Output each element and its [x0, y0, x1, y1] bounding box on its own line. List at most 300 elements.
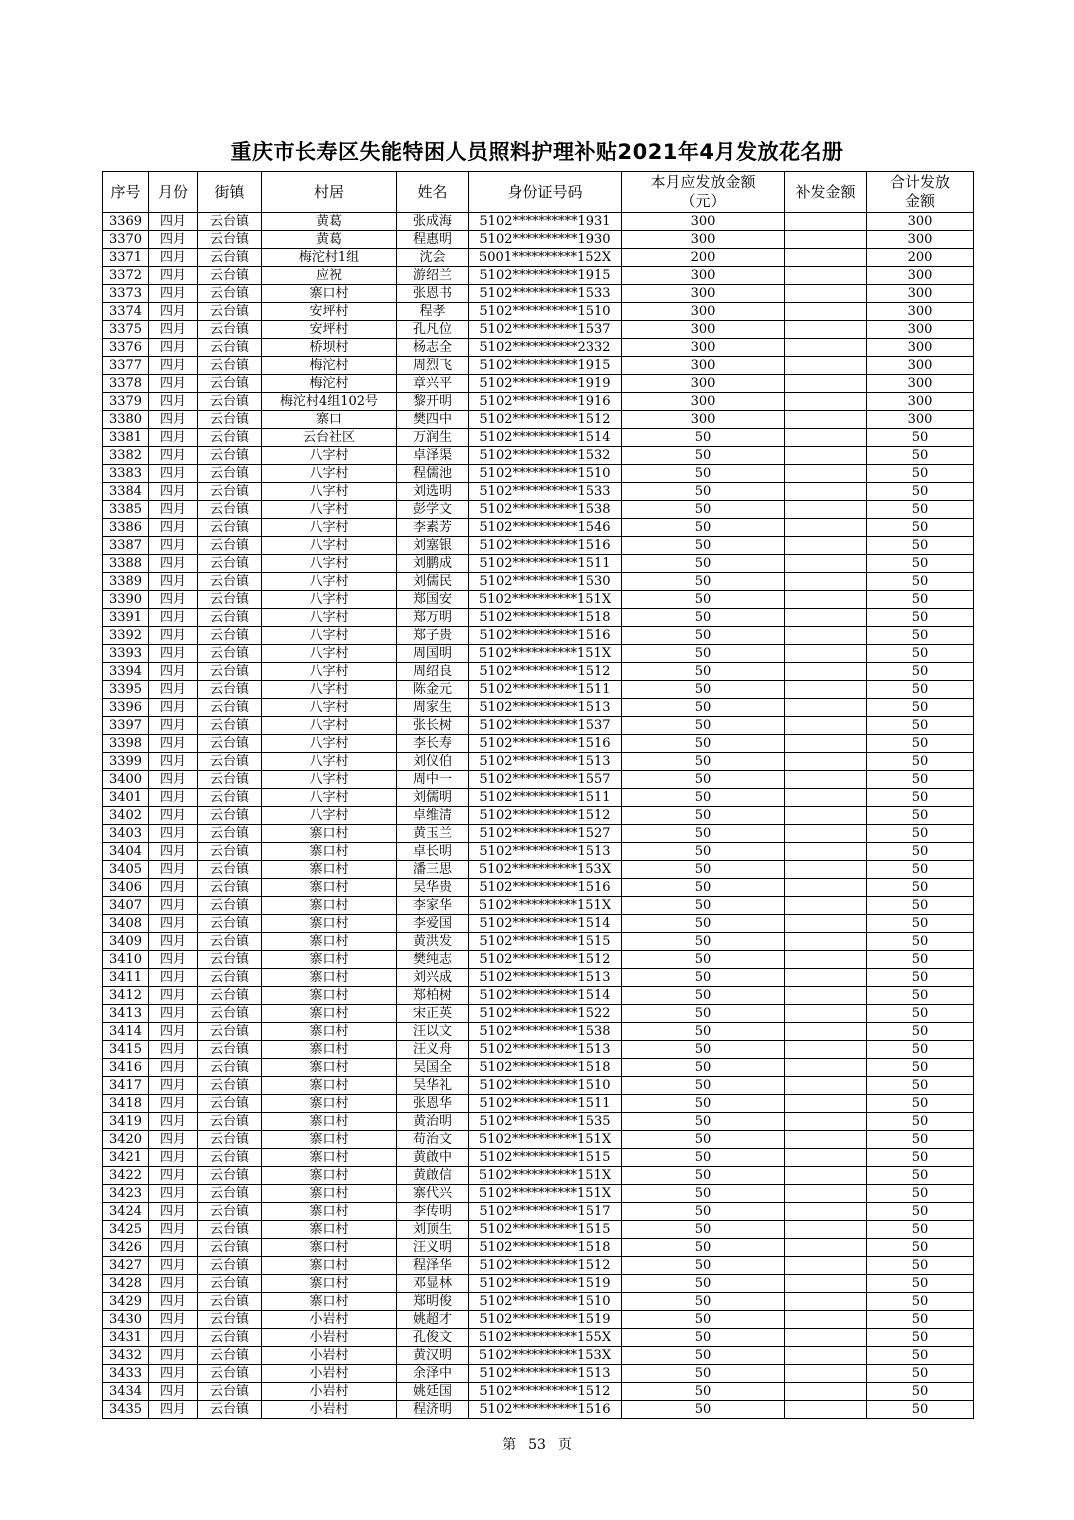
- cell-col-village: 黄葛: [262, 213, 397, 231]
- cell-col-seq: 3394: [103, 663, 149, 681]
- cell-col-seq: 3375: [103, 321, 149, 339]
- cell-col-village: 安坪村: [262, 321, 397, 339]
- cell-col-total: 300: [867, 213, 974, 231]
- cell-col-total: 50: [867, 1293, 974, 1311]
- cell-col-village: 八字村: [262, 537, 397, 555]
- cell-col-name: 刘兴成: [397, 969, 469, 987]
- cell-col-seq: 3432: [103, 1347, 149, 1365]
- cell-col-seq: 3384: [103, 483, 149, 501]
- cell-col-total: 300: [867, 267, 974, 285]
- cell-col-id: 5102**********151X: [469, 1185, 622, 1203]
- cell-col-total: 50: [867, 1347, 974, 1365]
- cell-col-supplement: [785, 753, 867, 771]
- cell-col-town: 云台镇: [198, 663, 262, 681]
- cell-col-supplement: [785, 357, 867, 375]
- table-row: [103, 1113, 974, 1131]
- cell-col-name: 郑明俊: [397, 1293, 469, 1311]
- table-row: [103, 429, 974, 447]
- cell-col-village: 寨口: [262, 411, 397, 429]
- cell-col-month: 四月: [149, 501, 198, 519]
- cell-col-village: 寨口村: [262, 1221, 397, 1239]
- cell-col-amount: 50: [622, 1383, 785, 1401]
- cell-col-amount: 50: [622, 1221, 785, 1239]
- cell-col-name: 周家生: [397, 699, 469, 717]
- cell-col-total: 50: [867, 609, 974, 627]
- cell-col-name: 刘顶生: [397, 1221, 469, 1239]
- table-row: [103, 825, 974, 843]
- cell-col-total: 300: [867, 321, 974, 339]
- cell-col-name: 吴国全: [397, 1059, 469, 1077]
- table-row: [103, 339, 974, 357]
- cell-col-supplement: [785, 627, 867, 645]
- cell-col-village: 小岩村: [262, 1383, 397, 1401]
- cell-col-amount: 300: [622, 393, 785, 411]
- cell-col-amount: 200: [622, 249, 785, 267]
- cell-col-month: 四月: [149, 1113, 198, 1131]
- cell-col-supplement: [785, 645, 867, 663]
- cell-col-town: 云台镇: [198, 321, 262, 339]
- cell-col-supplement: [785, 843, 867, 861]
- cell-col-seq: 3426: [103, 1239, 149, 1257]
- cell-col-town: 云台镇: [198, 753, 262, 771]
- cell-col-month: 四月: [149, 1347, 198, 1365]
- cell-col-name: 邓显林: [397, 1275, 469, 1293]
- cell-col-amount: 50: [622, 1275, 785, 1293]
- cell-col-amount: 50: [622, 1239, 785, 1257]
- cell-col-total: 300: [867, 393, 974, 411]
- cell-col-amount: 50: [622, 681, 785, 699]
- cell-col-town: 云台镇: [198, 519, 262, 537]
- cell-col-seq: 3381: [103, 429, 149, 447]
- cell-col-id: 5102**********1533: [469, 483, 622, 501]
- cell-col-supplement: [785, 717, 867, 735]
- cell-col-month: 四月: [149, 735, 198, 753]
- cell-col-month: 四月: [149, 681, 198, 699]
- cell-col-supplement: [785, 1005, 867, 1023]
- cell-col-supplement: [785, 1203, 867, 1221]
- cell-col-month: 四月: [149, 321, 198, 339]
- cell-col-id: 5102**********1546: [469, 519, 622, 537]
- cell-col-town: 云台镇: [198, 213, 262, 231]
- table-row: [103, 267, 974, 285]
- cell-col-seq: 3414: [103, 1023, 149, 1041]
- cell-col-id: 5102**********1515: [469, 1221, 622, 1239]
- cell-col-seq: 3403: [103, 825, 149, 843]
- cell-col-town: 云台镇: [198, 1023, 262, 1041]
- cell-col-month: 四月: [149, 573, 198, 591]
- cell-col-name: 张恩华: [397, 1095, 469, 1113]
- cell-col-town: 云台镇: [198, 1113, 262, 1131]
- table-row: [103, 285, 974, 303]
- table-row: [103, 879, 974, 897]
- cell-col-total: 50: [867, 1005, 974, 1023]
- cell-col-id: 5102**********1537: [469, 717, 622, 735]
- cell-col-name: 周中一: [397, 771, 469, 789]
- cell-col-village: 寨口村: [262, 897, 397, 915]
- cell-col-id: 5102**********151X: [469, 645, 622, 663]
- cell-col-seq: 3399: [103, 753, 149, 771]
- cell-col-id: 5102**********2332: [469, 339, 622, 357]
- document-title: 重庆市长寿区失能特困人员照料护理补贴2021年4月发放花名册: [230, 140, 844, 164]
- cell-col-seq: 3422: [103, 1167, 149, 1185]
- cell-col-supplement: [785, 1167, 867, 1185]
- cell-col-name: 郑国安: [397, 591, 469, 609]
- cell-col-supplement: [785, 969, 867, 987]
- cell-col-name: 卓长明: [397, 843, 469, 861]
- cell-col-total: 300: [867, 411, 974, 429]
- cell-col-supplement: [785, 825, 867, 843]
- cell-col-seq: 3413: [103, 1005, 149, 1023]
- cell-col-amount: 50: [622, 735, 785, 753]
- cell-col-name: 游绍兰: [397, 267, 469, 285]
- table-row: [103, 987, 974, 1005]
- cell-col-seq: 3433: [103, 1365, 149, 1383]
- cell-col-name: 郑子贵: [397, 627, 469, 645]
- cell-col-seq: 3427: [103, 1257, 149, 1275]
- cell-col-id: 5102**********1930: [469, 231, 622, 249]
- cell-col-id: 5102**********151X: [469, 897, 622, 915]
- cell-col-seq: 3395: [103, 681, 149, 699]
- cell-col-name: 卓泽渠: [397, 447, 469, 465]
- cell-col-amount: 300: [622, 339, 785, 357]
- cell-col-total: 50: [867, 537, 974, 555]
- cell-col-id: 5102**********1516: [469, 627, 622, 645]
- cell-col-town: 云台镇: [198, 717, 262, 735]
- cell-col-supplement: [785, 915, 867, 933]
- cell-col-village: 寨口村: [262, 1059, 397, 1077]
- cell-col-name: 刘选明: [397, 483, 469, 501]
- cell-col-amount: 50: [622, 1203, 785, 1221]
- cell-col-seq: 3387: [103, 537, 149, 555]
- table-row: [103, 1005, 974, 1023]
- cell-col-supplement: [785, 321, 867, 339]
- cell-col-town: 云台镇: [198, 933, 262, 951]
- cell-col-town: 云台镇: [198, 483, 262, 501]
- cell-col-supplement: [785, 879, 867, 897]
- table-row: [103, 753, 974, 771]
- cell-col-amount: 50: [622, 789, 785, 807]
- cell-col-name: 黄啟中: [397, 1149, 469, 1167]
- cell-col-name: 黎开明: [397, 393, 469, 411]
- table-row: [103, 699, 974, 717]
- cell-col-seq: 3393: [103, 645, 149, 663]
- table-body: [103, 213, 974, 1419]
- cell-col-name: 程孝: [397, 303, 469, 321]
- cell-col-month: 四月: [149, 555, 198, 573]
- cell-col-amount: 50: [622, 771, 785, 789]
- cell-col-id: 5102**********1512: [469, 1383, 622, 1401]
- cell-col-town: 云台镇: [198, 411, 262, 429]
- cell-col-town: 云台镇: [198, 897, 262, 915]
- cell-col-seq: 3407: [103, 897, 149, 915]
- cell-col-amount: 50: [622, 861, 785, 879]
- cell-col-name: 潘三思: [397, 861, 469, 879]
- cell-col-month: 四月: [149, 645, 198, 663]
- cell-col-town: 云台镇: [198, 951, 262, 969]
- cell-col-supplement: [785, 1239, 867, 1257]
- cell-col-town: 云台镇: [198, 573, 262, 591]
- cell-col-month: 四月: [149, 807, 198, 825]
- cell-col-id: 5102**********1527: [469, 825, 622, 843]
- cell-col-supplement: [785, 1221, 867, 1239]
- table-row: [103, 231, 974, 249]
- table-row: [103, 1293, 974, 1311]
- cell-col-month: 四月: [149, 465, 198, 483]
- cell-col-seq: 3404: [103, 843, 149, 861]
- cell-col-month: 四月: [149, 915, 198, 933]
- cell-col-seq: 3374: [103, 303, 149, 321]
- cell-col-town: 云台镇: [198, 681, 262, 699]
- cell-col-id: 5102**********1535: [469, 1113, 622, 1131]
- cell-col-supplement: [785, 663, 867, 681]
- cell-col-town: 云台镇: [198, 879, 262, 897]
- cell-col-month: 四月: [149, 1095, 198, 1113]
- cell-col-amount: 50: [622, 933, 785, 951]
- cell-col-id: 5102**********1518: [469, 1059, 622, 1077]
- cell-col-seq: 3424: [103, 1203, 149, 1221]
- cell-col-village: 寨口村: [262, 1131, 397, 1149]
- cell-col-village: 梅沱村4组102号: [262, 393, 397, 411]
- cell-col-town: 云台镇: [198, 861, 262, 879]
- cell-col-id: 5102**********1511: [469, 789, 622, 807]
- header-col-total: 合计发放 金额: [867, 172, 974, 213]
- cell-col-town: 云台镇: [198, 699, 262, 717]
- cell-col-seq: 3402: [103, 807, 149, 825]
- cell-col-seq: 3411: [103, 969, 149, 987]
- table-row: [103, 717, 974, 735]
- cell-col-amount: 300: [622, 375, 785, 393]
- cell-col-supplement: [785, 501, 867, 519]
- cell-col-village: 寨口村: [262, 1257, 397, 1275]
- cell-col-town: 云台镇: [198, 807, 262, 825]
- cell-col-total: 50: [867, 591, 974, 609]
- header-col-month: 月份: [149, 172, 198, 213]
- cell-col-supplement: [785, 771, 867, 789]
- cell-col-town: 云台镇: [198, 267, 262, 285]
- cell-col-supplement: [785, 1041, 867, 1059]
- cell-col-month: 四月: [149, 1059, 198, 1077]
- cell-col-name: 李素芳: [397, 519, 469, 537]
- cell-col-total: 300: [867, 357, 974, 375]
- cell-col-town: 云台镇: [198, 1401, 262, 1419]
- cell-col-seq: 3405: [103, 861, 149, 879]
- cell-col-month: 四月: [149, 1275, 198, 1293]
- table-row: [103, 933, 974, 951]
- cell-col-total: 50: [867, 1221, 974, 1239]
- cell-col-village: 八字村: [262, 555, 397, 573]
- cell-col-village: 寨口村: [262, 1239, 397, 1257]
- cell-col-total: 50: [867, 861, 974, 879]
- cell-col-seq: 3373: [103, 285, 149, 303]
- cell-col-seq: 3369: [103, 213, 149, 231]
- cell-col-id: 5102**********1538: [469, 501, 622, 519]
- cell-col-supplement: [785, 1149, 867, 1167]
- cell-col-amount: 50: [622, 429, 785, 447]
- cell-col-town: 云台镇: [198, 249, 262, 267]
- table-row: [103, 375, 974, 393]
- cell-col-id: 5102**********1512: [469, 1257, 622, 1275]
- cell-col-village: 桥坝村: [262, 339, 397, 357]
- cell-col-seq: 3435: [103, 1401, 149, 1419]
- table-row: [103, 1311, 974, 1329]
- cell-col-month: 四月: [149, 1221, 198, 1239]
- cell-col-name: 黄汉明: [397, 1347, 469, 1365]
- cell-col-village: 八字村: [262, 681, 397, 699]
- cell-col-month: 四月: [149, 1149, 198, 1167]
- cell-col-amount: 50: [622, 627, 785, 645]
- table-row: [103, 483, 974, 501]
- cell-col-name: 周烈飞: [397, 357, 469, 375]
- cell-col-seq: 3423: [103, 1185, 149, 1203]
- cell-col-month: 四月: [149, 1383, 198, 1401]
- cell-col-supplement: [785, 447, 867, 465]
- cell-col-seq: 3416: [103, 1059, 149, 1077]
- cell-col-amount: 300: [622, 231, 785, 249]
- cell-col-name: 吴华礼: [397, 1077, 469, 1095]
- cell-col-supplement: [785, 1185, 867, 1203]
- cell-col-total: 50: [867, 1023, 974, 1041]
- cell-col-seq: 3400: [103, 771, 149, 789]
- cell-col-month: 四月: [149, 627, 198, 645]
- cell-col-amount: 50: [622, 555, 785, 573]
- cell-col-amount: 50: [622, 1185, 785, 1203]
- cell-col-town: 云台镇: [198, 1293, 262, 1311]
- cell-col-id: 5102**********1931: [469, 213, 622, 231]
- table-row: [103, 1131, 974, 1149]
- cell-col-name: 万润生: [397, 429, 469, 447]
- cell-col-name: 黄治明: [397, 1113, 469, 1131]
- table-row: [103, 519, 974, 537]
- cell-col-supplement: [785, 411, 867, 429]
- header-col-town: 街镇: [198, 172, 262, 213]
- cell-col-amount: 50: [622, 645, 785, 663]
- cell-col-name: 李爱国: [397, 915, 469, 933]
- cell-col-month: 四月: [149, 861, 198, 879]
- cell-col-name: 周国明: [397, 645, 469, 663]
- cell-col-month: 四月: [149, 843, 198, 861]
- cell-col-name: 孔凡位: [397, 321, 469, 339]
- cell-col-village: 寨口村: [262, 1041, 397, 1059]
- cell-col-month: 四月: [149, 879, 198, 897]
- cell-col-name: 樊纯志: [397, 951, 469, 969]
- cell-col-total: 50: [867, 771, 974, 789]
- cell-col-amount: 50: [622, 1257, 785, 1275]
- cell-col-total: 50: [867, 501, 974, 519]
- cell-col-amount: 50: [622, 825, 785, 843]
- cell-col-id: 5102**********1513: [469, 1041, 622, 1059]
- cell-col-town: 云台镇: [198, 843, 262, 861]
- cell-col-amount: 50: [622, 807, 785, 825]
- cell-col-seq: 3406: [103, 879, 149, 897]
- cell-col-village: 安坪村: [262, 303, 397, 321]
- cell-col-village: 八字村: [262, 501, 397, 519]
- table-row: [103, 1401, 974, 1419]
- cell-col-seq: 3431: [103, 1329, 149, 1347]
- cell-col-town: 云台镇: [198, 1347, 262, 1365]
- cell-col-village: 梅沱村: [262, 375, 397, 393]
- cell-col-amount: 50: [622, 897, 785, 915]
- cell-col-name: 程泽华: [397, 1257, 469, 1275]
- table-row: [103, 915, 974, 933]
- cell-col-supplement: [785, 1401, 867, 1419]
- cell-col-seq: 3383: [103, 465, 149, 483]
- cell-col-seq: 3415: [103, 1041, 149, 1059]
- cell-col-id: 5102**********1530: [469, 573, 622, 591]
- table-row: [103, 1257, 974, 1275]
- cell-col-supplement: [785, 483, 867, 501]
- cell-col-supplement: [785, 1275, 867, 1293]
- cell-col-supplement: [785, 861, 867, 879]
- cell-col-name: 刘仪伯: [397, 753, 469, 771]
- table-row: [103, 1023, 974, 1041]
- cell-col-total: 50: [867, 447, 974, 465]
- cell-col-village: 寨口村: [262, 1167, 397, 1185]
- table-row: [103, 1077, 974, 1095]
- cell-col-town: 云台镇: [198, 1383, 262, 1401]
- table-row: [103, 1203, 974, 1221]
- cell-col-id: 5102**********1516: [469, 537, 622, 555]
- cell-col-month: 四月: [149, 1203, 198, 1221]
- cell-col-supplement: [785, 213, 867, 231]
- cell-col-town: 云台镇: [198, 1131, 262, 1149]
- cell-col-id: 5102**********1511: [469, 681, 622, 699]
- cell-col-total: 50: [867, 1077, 974, 1095]
- cell-col-total: 50: [867, 1257, 974, 1275]
- cell-col-village: 八字村: [262, 663, 397, 681]
- cell-col-village: 小岩村: [262, 1347, 397, 1365]
- cell-col-supplement: [785, 375, 867, 393]
- cell-col-seq: 3372: [103, 267, 149, 285]
- table-row: [103, 789, 974, 807]
- cell-col-supplement: [785, 519, 867, 537]
- cell-col-seq: 3419: [103, 1113, 149, 1131]
- cell-col-total: 50: [867, 1041, 974, 1059]
- table-row: [103, 1095, 974, 1113]
- table-row: [103, 771, 974, 789]
- cell-col-id: 5102**********1515: [469, 933, 622, 951]
- cell-col-id: 5102**********1513: [469, 699, 622, 717]
- cell-col-month: 四月: [149, 933, 198, 951]
- table-row: [103, 1383, 974, 1401]
- cell-col-village: 寨口村: [262, 1023, 397, 1041]
- cell-col-town: 云台镇: [198, 1365, 262, 1383]
- cell-col-town: 云台镇: [198, 915, 262, 933]
- cell-col-total: 50: [867, 1365, 974, 1383]
- cell-col-id: 5102**********1517: [469, 1203, 622, 1221]
- cell-col-total: 50: [867, 429, 974, 447]
- cell-col-seq: 3396: [103, 699, 149, 717]
- cell-col-month: 四月: [149, 1185, 198, 1203]
- cell-col-amount: 50: [622, 1059, 785, 1077]
- cell-col-amount: 50: [622, 1347, 785, 1365]
- table-row: [103, 465, 974, 483]
- cell-col-amount: 50: [622, 987, 785, 1005]
- cell-col-supplement: [785, 807, 867, 825]
- cell-col-seq: 3428: [103, 1275, 149, 1293]
- cell-col-total: 50: [867, 519, 974, 537]
- table-row: [103, 555, 974, 573]
- cell-col-amount: 50: [622, 573, 785, 591]
- cell-col-supplement: [785, 591, 867, 609]
- cell-col-amount: 50: [622, 1095, 785, 1113]
- cell-col-amount: 50: [622, 537, 785, 555]
- table-row: [103, 357, 974, 375]
- cell-col-month: 四月: [149, 1401, 198, 1419]
- cell-col-town: 云台镇: [198, 969, 262, 987]
- cell-col-total: 50: [867, 825, 974, 843]
- cell-col-id: 5102**********1514: [469, 987, 622, 1005]
- cell-col-town: 云台镇: [198, 1329, 262, 1347]
